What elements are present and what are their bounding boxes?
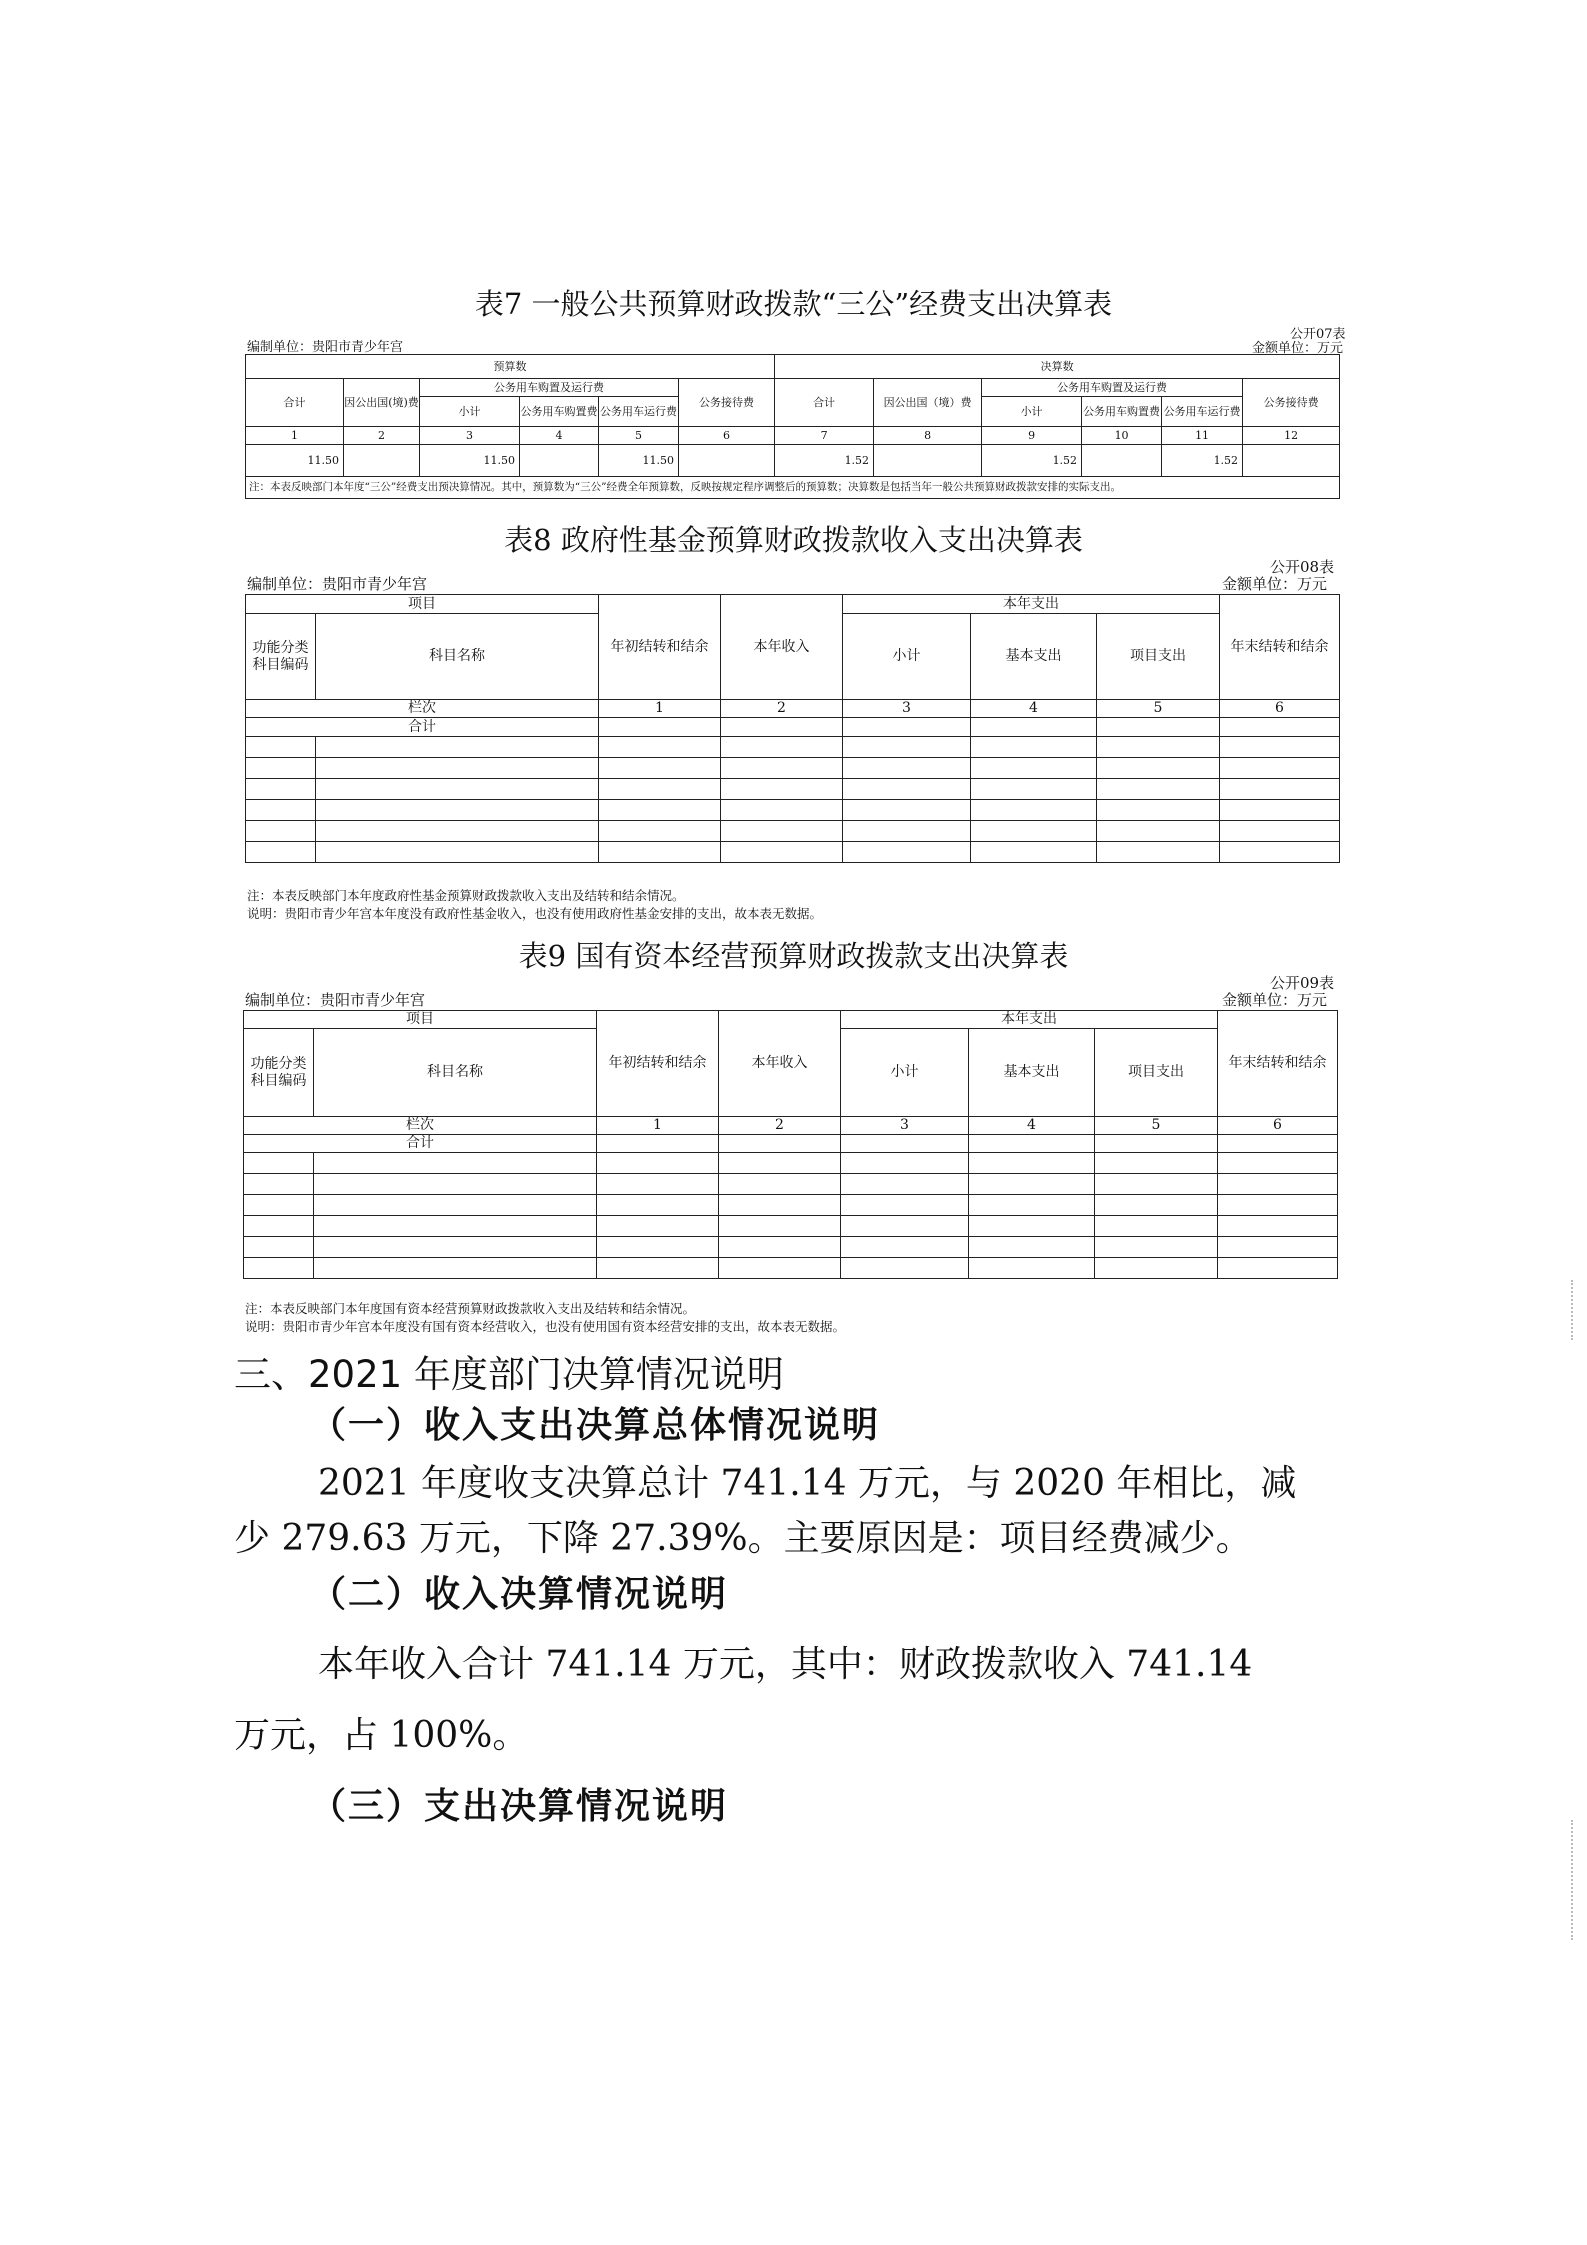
t7-num: 12 bbox=[1243, 427, 1340, 445]
t8-col-end-balance: 年末结转和结余 bbox=[1220, 595, 1340, 700]
t7-col-car-buy-final: 公务用车购置费 bbox=[1082, 397, 1162, 427]
t9-col-subject-name: 科目名称 bbox=[314, 1029, 597, 1117]
t7-num: 4 bbox=[520, 427, 599, 445]
t7-unit-label: 编制单位：贵阳市青少年宫 bbox=[247, 340, 404, 355]
t8-explanation: 说明：贵阳市青少年宫本年度没有政府性基金收入，也没有使用政府性基金安排的支出，故本表无数据。 bbox=[247, 906, 823, 921]
t9-col-income: 本年收入 bbox=[719, 1011, 841, 1117]
t7-col-car-group: 公务用车购置及运行费 bbox=[420, 379, 679, 397]
t7-amount-label: 金额单位：万元 bbox=[1252, 341, 1344, 356]
t7-num: 10 bbox=[1082, 427, 1162, 445]
t9-total-row: 合计 bbox=[244, 1135, 597, 1153]
paragraph-2-line-1: 本年收入合计 741.14 万元，其中：财政拨款收入 741.14 bbox=[318, 1644, 1253, 1685]
t8-amount-label: 金额单位：万元 bbox=[1222, 575, 1328, 593]
t8-unit-label: 编制单位：贵阳市青少年宫 bbox=[247, 575, 428, 593]
t7-value bbox=[679, 445, 775, 477]
t7-budget-header: 预算数 bbox=[246, 355, 775, 379]
t7-col-reception-final: 公务接待费 bbox=[1243, 379, 1340, 427]
t8-col-expense: 本年支出 bbox=[843, 595, 1220, 614]
t9-col-begin-balance: 年初结转和结余 bbox=[597, 1011, 719, 1117]
t8-note: 注：本表反映部门本年度政府性基金预算财政拨款收入支出及结转和结余情况。 bbox=[247, 888, 685, 903]
t9-unit-label: 编制单位：贵阳市青少年宫 bbox=[245, 991, 426, 1009]
t9-code: 公开09表 bbox=[1270, 974, 1335, 992]
t8-col-begin-balance: 年初结转和结余 bbox=[599, 595, 721, 700]
t7-col-abroad-final: 因公出国（境）费 bbox=[874, 379, 982, 427]
t9-num: 3 bbox=[841, 1117, 969, 1135]
t9-col-expense: 本年支出 bbox=[841, 1011, 1218, 1029]
t7-col-abroad: 因公出国(境)费 bbox=[344, 379, 420, 427]
t7-col-car-run-final: 公务用车运行费 bbox=[1162, 397, 1243, 427]
t7-col-car-group-final: 公务用车购置及运行费 bbox=[982, 379, 1243, 397]
t8-col-income: 本年收入 bbox=[721, 595, 843, 700]
t7-value: 1.52 bbox=[775, 445, 874, 477]
t7-col-total: 合计 bbox=[246, 379, 344, 427]
paragraph-1-line-2: 少 279.63 万元，下降 27.39%。主要原因是：项目经费减少。 bbox=[234, 1518, 1252, 1559]
t9-num: 6 bbox=[1218, 1117, 1338, 1135]
t7-code: 公开07表 bbox=[1290, 327, 1346, 342]
t7-num: 9 bbox=[982, 427, 1082, 445]
t8-project-header: 项目 bbox=[246, 595, 599, 614]
scan-margin-mark bbox=[1571, 1820, 1575, 1940]
subsection-title-2: （二）收入决算情况说明 bbox=[310, 1573, 729, 1615]
t8-num: 5 bbox=[1097, 700, 1220, 718]
table-row bbox=[246, 758, 1340, 779]
t9-col-basic: 基本支出 bbox=[969, 1029, 1095, 1117]
paragraph-1-line-1: 2021 年度收支决算总计 741.14 万元，与 2020 年相比，减 bbox=[318, 1463, 1297, 1504]
t8-row-label: 栏次 bbox=[246, 700, 599, 718]
t9-col-proj-exp: 项目支出 bbox=[1095, 1029, 1218, 1117]
t9-project-header: 项目 bbox=[244, 1011, 597, 1029]
t7-num: 3 bbox=[420, 427, 520, 445]
t8-col-basic: 基本支出 bbox=[971, 614, 1097, 700]
t8-num: 4 bbox=[971, 700, 1097, 718]
t8-title: 表8 政府性基金预算财政拨款收入支出决算表 bbox=[504, 523, 1083, 557]
t9-col-end-balance: 年末结转和结余 bbox=[1218, 1011, 1338, 1117]
t7-num: 5 bbox=[599, 427, 679, 445]
t7-title: 表7 一般公共预算财政拨款“三公”经费支出决算表 bbox=[474, 287, 1113, 321]
t7-value bbox=[344, 445, 420, 477]
t9-explanation: 说明：贵阳市青少年宫本年度没有国有资本经营收入，也没有使用国有资本经营安排的支出，故本表无数据。 bbox=[245, 1319, 846, 1334]
table-row bbox=[244, 1237, 1338, 1258]
paragraph-2-line-2: 万元，占 100%。 bbox=[234, 1715, 529, 1756]
t8-col-proj-exp: 项目支出 bbox=[1097, 614, 1220, 700]
t8-col-func-code: 功能分类科目编码 bbox=[246, 614, 316, 700]
t7-final-header: 决算数 bbox=[775, 355, 1340, 379]
table-row bbox=[244, 1174, 1338, 1195]
t7-note: 注：本表反映部门本年度“三公”经费支出预决算情况。其中，预算数为“三公”经费全年预算数，反映按规定程序调整后的预算数；决算数是包括当年一般公共预算财政拨款安排的实际支出。 bbox=[246, 477, 1340, 499]
subsection-title-1: （一）收入支出决算总体情况说明 bbox=[310, 1404, 881, 1446]
t9-title: 表9 国有资本经营预算财政拨款支出决算表 bbox=[518, 939, 1069, 973]
table-row bbox=[244, 1195, 1338, 1216]
t7-value: 11.50 bbox=[246, 445, 344, 477]
table-row bbox=[244, 1216, 1338, 1237]
section-title: 三、2021 年度部门决算情况说明 bbox=[234, 1353, 784, 1396]
t8-col-subject-name: 科目名称 bbox=[316, 614, 599, 700]
table-row bbox=[246, 821, 1340, 842]
table-row bbox=[246, 779, 1340, 800]
t7-num: 6 bbox=[679, 427, 775, 445]
table-row bbox=[244, 1258, 1338, 1279]
t8-num: 2 bbox=[721, 700, 843, 718]
t7-value bbox=[520, 445, 599, 477]
t7-col-reception: 公务接待费 bbox=[679, 379, 775, 427]
t7-num: 2 bbox=[344, 427, 420, 445]
t9-num: 5 bbox=[1095, 1117, 1218, 1135]
table-row bbox=[244, 1153, 1338, 1174]
subsection-title-3: （三）支出决算情况说明 bbox=[310, 1785, 729, 1827]
t7-col-total-final: 合计 bbox=[775, 379, 874, 427]
t8-num: 3 bbox=[843, 700, 971, 718]
t7-value bbox=[1082, 445, 1162, 477]
t7-col-subtotal-final: 小计 bbox=[982, 397, 1082, 427]
t7-num: 8 bbox=[874, 427, 982, 445]
t7-value bbox=[1243, 445, 1340, 477]
t7-value: 1.52 bbox=[982, 445, 1082, 477]
t7-value: 1.52 bbox=[1162, 445, 1243, 477]
table-row bbox=[246, 737, 1340, 758]
t9-num: 2 bbox=[719, 1117, 841, 1135]
t9-col-func-code: 功能分类科目编码 bbox=[244, 1029, 314, 1117]
t9-row-label: 栏次 bbox=[244, 1117, 597, 1135]
t8-code: 公开08表 bbox=[1270, 558, 1335, 576]
t9-amount-label: 金额单位：万元 bbox=[1222, 991, 1328, 1009]
t8-col-subtotal: 小计 bbox=[843, 614, 971, 700]
t7-value: 11.50 bbox=[599, 445, 679, 477]
t7-value: 11.50 bbox=[420, 445, 520, 477]
t8-num: 1 bbox=[599, 700, 721, 718]
t7-num: 1 bbox=[246, 427, 344, 445]
t7-col-subtotal: 小计 bbox=[420, 397, 520, 427]
table-row bbox=[246, 800, 1340, 821]
table-row bbox=[246, 842, 1340, 863]
t7-col-car-buy: 公务用车购置费 bbox=[520, 397, 599, 427]
t8-total-row: 合计 bbox=[246, 718, 599, 737]
t8-num: 6 bbox=[1220, 700, 1340, 718]
t9-note: 注：本表反映部门本年度国有资本经营预算财政拨款收入支出及结转和结余情况。 bbox=[245, 1301, 696, 1316]
t9-col-subtotal: 小计 bbox=[841, 1029, 969, 1117]
t7-value bbox=[874, 445, 982, 477]
t9-num: 4 bbox=[969, 1117, 1095, 1135]
t7-num: 7 bbox=[775, 427, 874, 445]
t7-col-car-run: 公务用车运行费 bbox=[599, 397, 679, 427]
scan-margin-mark bbox=[1571, 1280, 1575, 1340]
t8-table bbox=[245, 594, 1340, 863]
t7-num: 11 bbox=[1162, 427, 1243, 445]
t9-table bbox=[243, 1010, 1338, 1279]
t9-num: 1 bbox=[597, 1117, 719, 1135]
t7-table bbox=[245, 354, 1340, 499]
